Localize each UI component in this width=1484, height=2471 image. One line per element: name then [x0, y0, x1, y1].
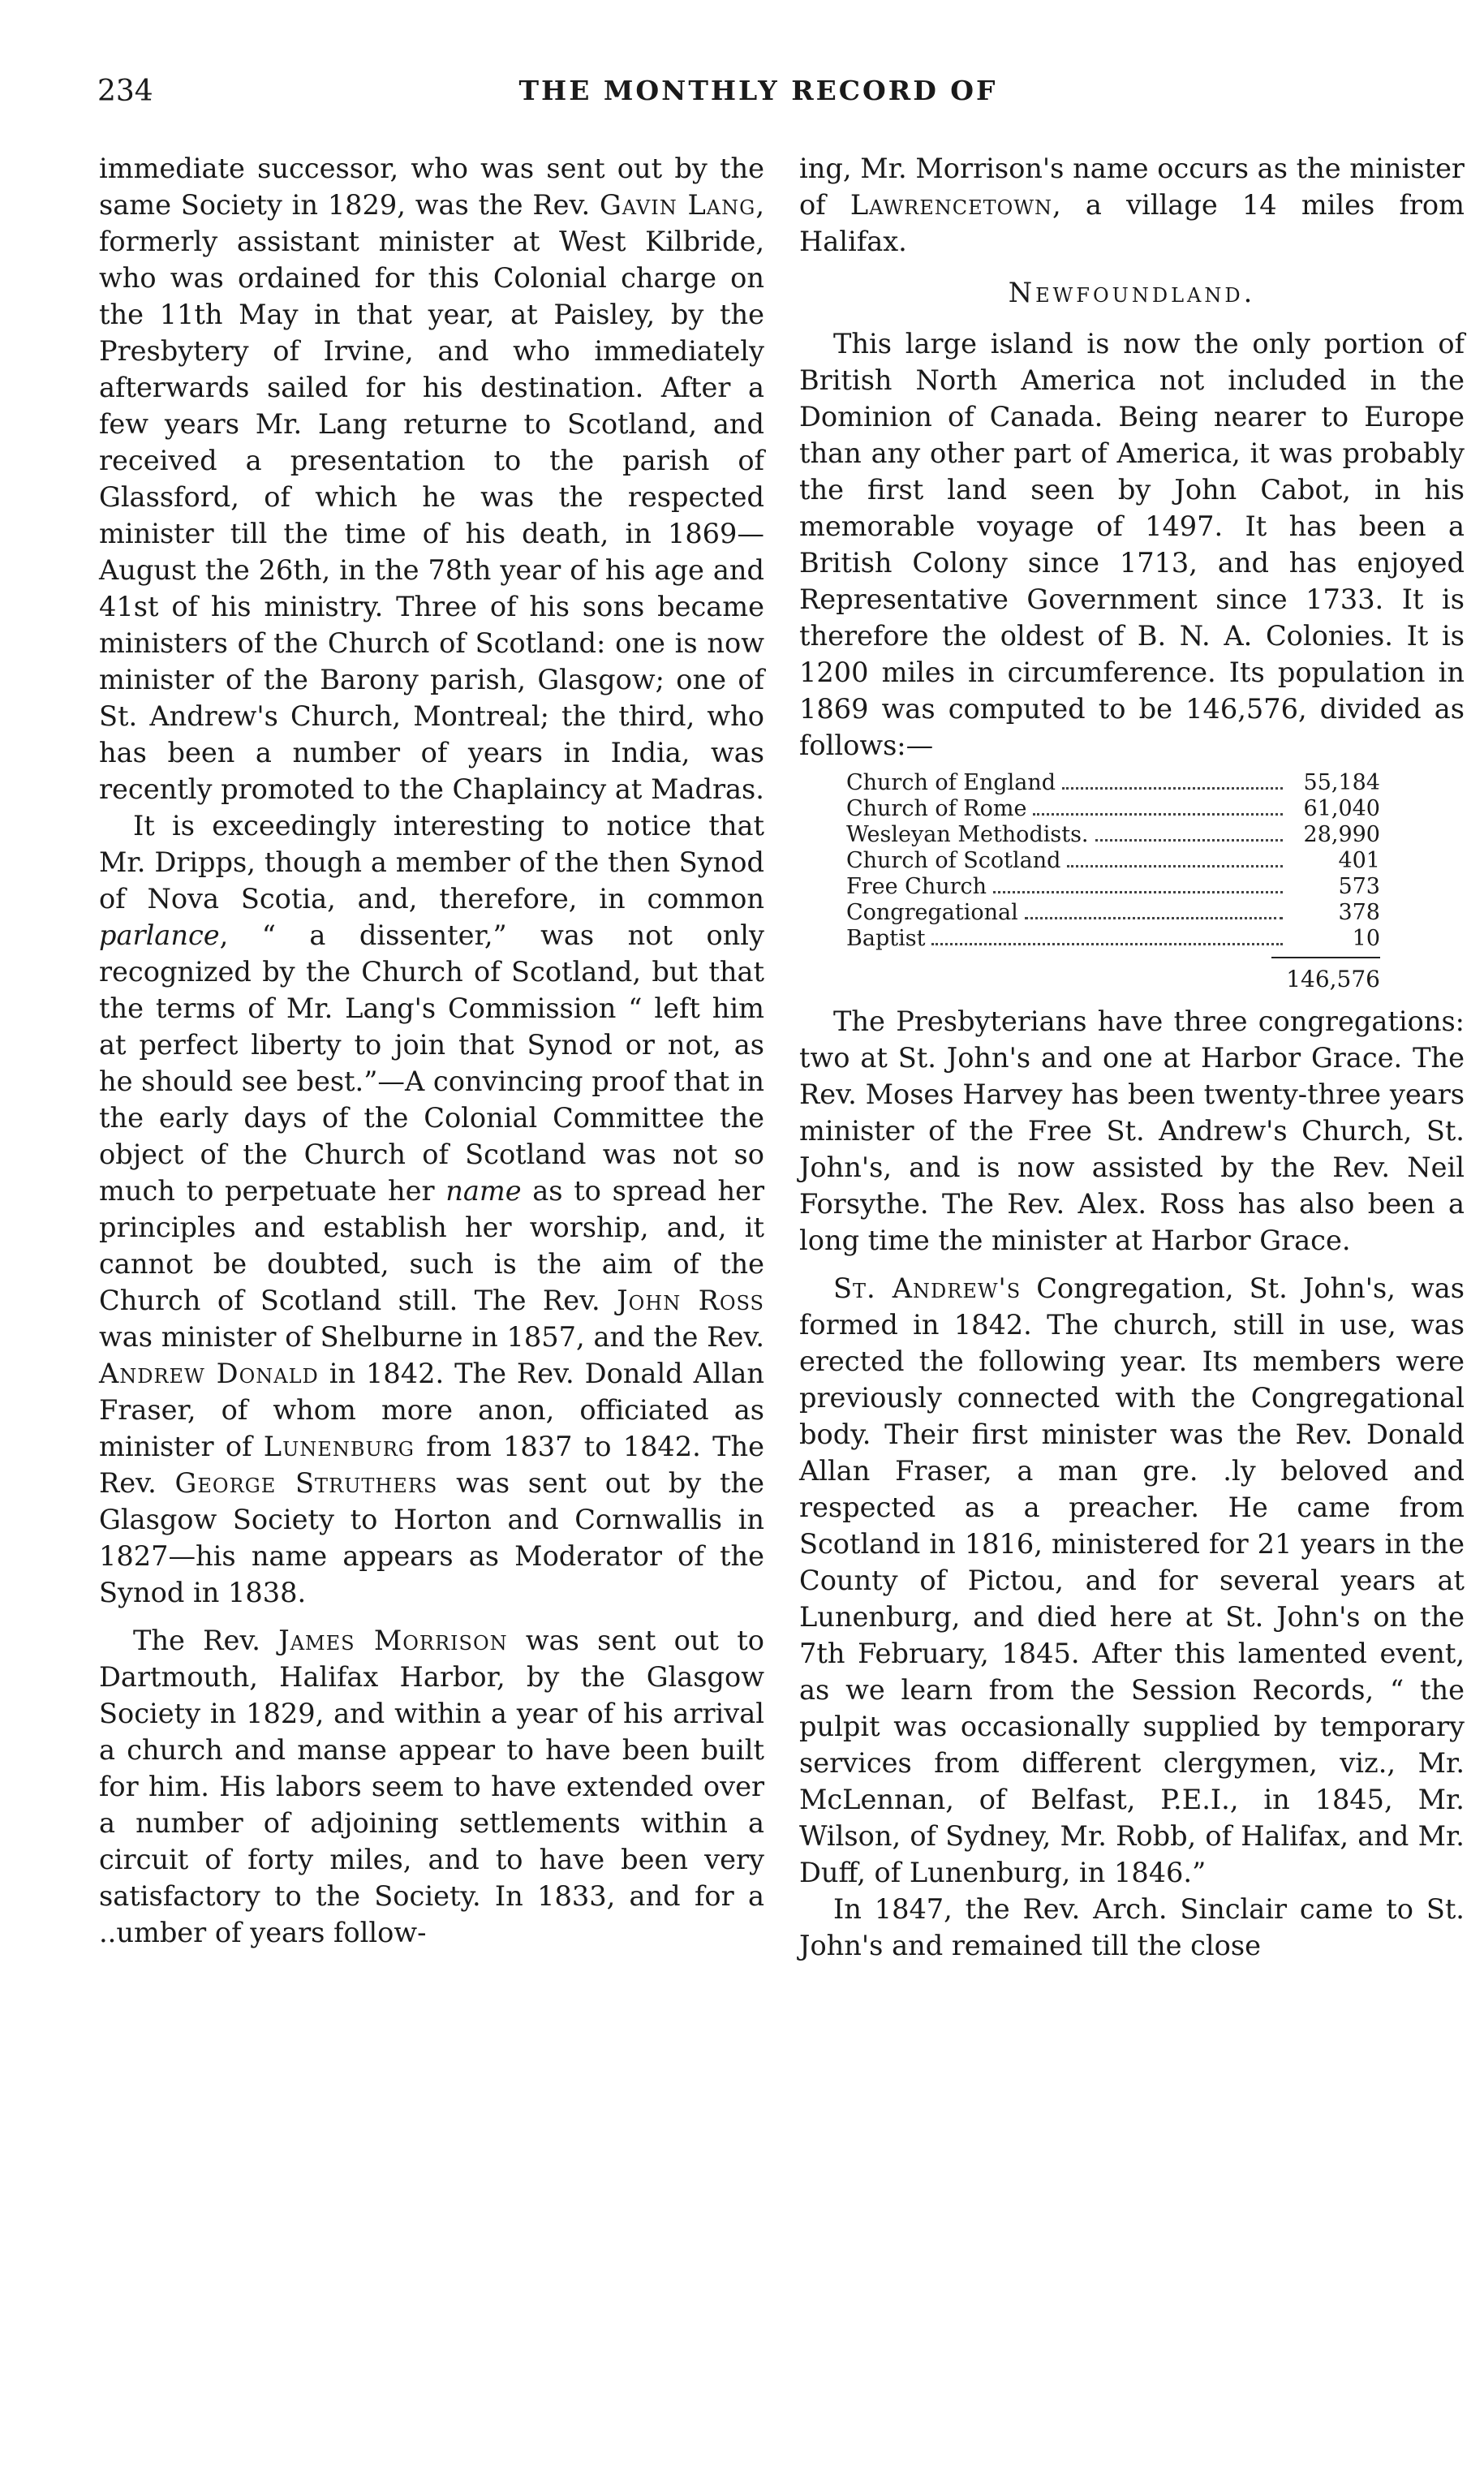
paragraph: It is exceedingly interesting to notice that Mr. Dripps, though a member of the then Synod of Nova Scotia, and, therefore, in common parlance, “ a dissenter,” was not only recognized by the Church of Scotland, but that the terms of Mr. Lang's Commission “ left him at perfect liberty to join that Synod or not, as he should see best.”—A convincing proof that in the early days of the Colonial Committee the object of the Church of Scotland was not so much to perpetuate her name as to spread her principles and establish her worship, and, it cannot be doubted, such is the aim of the Church of Scotland still. The Rev. John Ross was minister of Shelburne in 1857, and the Rev. Andrew Donald in 1842. The Rev. Donald Allan Fraser, of whom more anon, officiated as minister of Lunenburg from 1837 to 1842. The Rev. George Struthers was sent out by the Glasgow Society to Horton and Cornwallis in 1827—his name appears as Moderator of the Synod in 1838.	[99, 810, 764, 1608]
table-row: Congregational 378	[846, 900, 1380, 925]
table-row: Church of Rome 61,040	[846, 796, 1380, 821]
paragraph: In 1847, the Rev. Arch. Sinclair came to St. John's and remained till the close	[799, 1893, 1465, 1961]
table-row: Baptist 10	[846, 926, 1380, 951]
table-row: Church of Scotland 401	[846, 848, 1380, 873]
paragraph: immediate successor, who was sent out by the same Society in 1829, was the Rev. Gavin Lang, formerly assistant minister at West Kilbride, who was ordained for this Colonial charge on the 11th May in that year, at Paisley, by the Presbytery of Irvine, and who immediately afterwards sailed for his destination. After a few years Mr. Lang returne to Scotland, and received a presentation to the parish of Glassford, of which he was the respected minister till the time of his death, in 1869—August the 26th, in the 78th year of his age and 41st of his ministry. Three of his sons became ministers of the Church of Scotland: one is now minister of the Barony parish, Glasgow; one of St. Andrew's Church, Montreal; the third, who has been a number of years in India, was recently promoted to the Chaplaincy at Madras.	[99, 153, 764, 805]
place-name: Lawrencetown	[850, 189, 1053, 221]
person-name: John Ross	[617, 1285, 764, 1316]
person-name: Andrew Donald	[99, 1358, 319, 1389]
paragraph: The Rev. James Morrison was sent out to Dartmouth, Halifax Harbor, by the Glasgow Society in 1829, and within a year of his arrival a church and manse appear to have been built for him. His labors seem to have extended over a number of adjoining settlements within a circuit of forty miles, and to have been very satisfactory to the Society. In 1833, and for a ..umber of years follow-	[99, 1625, 764, 1948]
church-name: St. Andrew's	[833, 1272, 1022, 1304]
paragraph: ing, Mr. Morrison's name occurs as the minister of Lawrencetown, a village 14 miles from Halifax.	[799, 153, 1465, 257]
total-rule	[1271, 957, 1380, 958]
population-table	[846, 770, 1380, 992]
page-number: 234	[97, 75, 153, 108]
italic-term: name	[445, 1175, 522, 1207]
table-row: Free Church 573	[846, 874, 1380, 899]
italic-term: parlance	[99, 919, 220, 951]
right-column	[799, 150, 1465, 1964]
paragraph: St. Andrew's Congregation, St. John's, was formed in 1842. The church, still in use, was erected the following year. Its members were previously connected with the Congregational body. Their first minister was the Rev. Donald Allan Fraser, a man gre. .ly beloved and respected as a preacher. He came from Scotland in 1816, ministered for 21 years in the County of Pictou, and for several years at Lunenburg, and died here at St. John's on the 7th February, 1845. After this lamented event, as we learn from the Session Records, “ the pulpit was occasionally supplied by temporary services from different clergymen, viz., Mr. McLennan, of Belfast, P.E.I., in 1845, Mr. Wilson, of Sydney, Mr. Robb, of Halifax, and Mr. Duff, of Lunenburg, in 1846.”	[799, 1272, 1465, 1888]
table-row: Church of England 55,184	[846, 770, 1380, 795]
table-row: Wesleyan Methodists. 28,990	[846, 822, 1380, 847]
person-name: Gavin Lang	[599, 189, 756, 221]
paragraph: This large island is now the only portion of British North America not included in the Dominion of Canada. Being nearer to Europe than any other part of America, it was probably the first land seen by John Cabot, in his memorable voyage of 1497. It has been a British Colony since 1713, and has enjoyed Representative Government since 1733. It is therefore the oldest of B. N. A. Colonies. It is 1200 miles in circumference. Its population in 1869 was computed to be 146,576, divided as follows:—	[799, 328, 1465, 761]
person-name: George Struthers	[174, 1467, 438, 1499]
person-name: James Morrison	[278, 1625, 508, 1656]
paragraph: The Presbyterians have three congregations: two at St. John's and one at Harbor Grace. The Rev. Moses Harvey has been twenty-three years minister of the Free St. Andrew's Church, St. John's, and is now assisted by the Rev. Neil Forsythe. The Rev. Alex. Ross has also been a long time the minister at Harbor Grace.	[799, 1005, 1465, 1256]
left-column	[99, 150, 764, 1951]
section-heading: Newfoundland.	[1008, 277, 1256, 308]
table-total: 146,576	[1286, 966, 1380, 992]
place-name: Lunenburg	[263, 1431, 415, 1462]
running-title: THE MONTHLY RECORD OF	[518, 75, 998, 106]
page-header	[97, 75, 1419, 123]
